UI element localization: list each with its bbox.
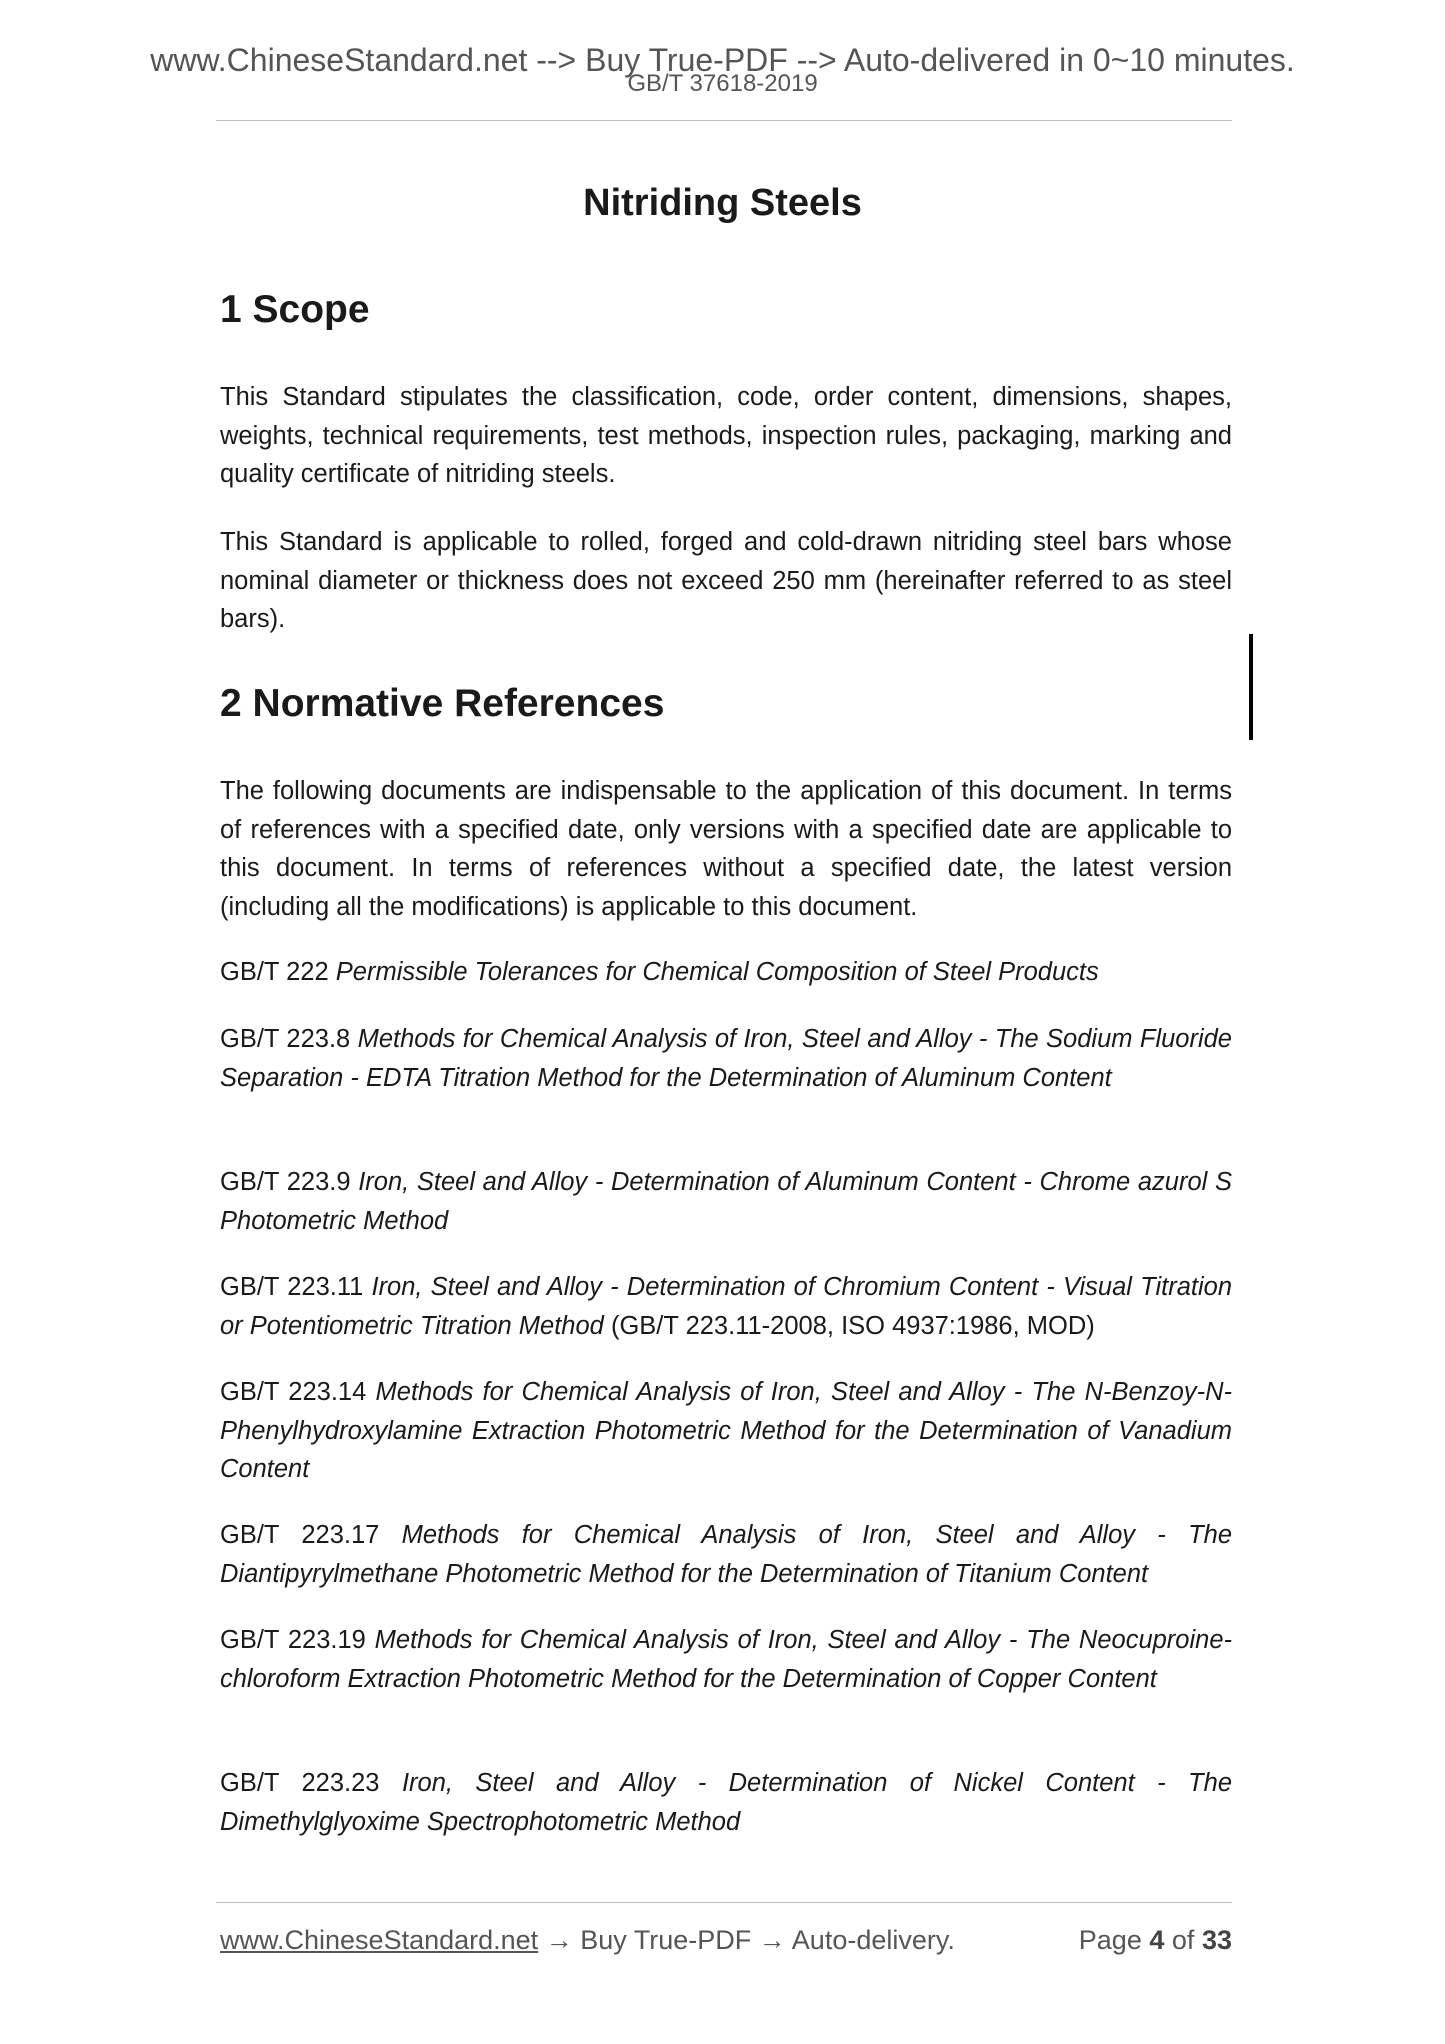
section-heading-scope: 1 Scope (220, 288, 370, 331)
reference-item (220, 1020, 1232, 1097)
reference-title: Iron, Steel and Alloy - Determination of Nickel Content - The Dimethylglyoxime Spectrophotometric Method (220, 1769, 1233, 1836)
reference-code: GB/T 223.14 (220, 1378, 367, 1406)
footer-divider (216, 1902, 1232, 1903)
reference-item (220, 953, 1232, 992)
reference-item (220, 1516, 1232, 1593)
footer-delivery-text: Auto-delivery. (791, 1925, 955, 1955)
reference-code: GB/T 223.11 (220, 1273, 364, 1301)
reference-title: Methods for Chemical Analysis of Iron, Steel and Alloy - The Sodium Fluoride Separation - EDTA Titration Method for the Determination of Aluminum Content (220, 1025, 1232, 1092)
reference-code: GB/T 223.9 (220, 1168, 351, 1196)
reference-item (220, 1373, 1232, 1489)
reference-item (220, 1764, 1232, 1841)
page-total: 33 (1201, 1925, 1232, 1955)
footer-links (220, 1920, 955, 1960)
reference-item (220, 1621, 1232, 1698)
scope-paragraph-2: This Standard is applicable to rolled, forged and cold-drawn nitriding steel bars whose nominal diameter or thickness does not exceed 250 mm (hereinafter referred to as steel bars). (220, 528, 1232, 633)
reference-item (220, 1163, 1232, 1240)
reference-title: Permissible Tolerances for Chemical Composition of Steel Products (335, 958, 1099, 986)
section-heading-normative-references: 2 Normative References (220, 682, 665, 725)
reference-code: GB/T 222 (220, 958, 329, 986)
revision-bar (1249, 634, 1253, 740)
standard-code: GB/T 37618-2019 (627, 70, 818, 97)
arrow-right-icon: → (545, 1925, 573, 1955)
scope-paragraph-1: This Standard stipulates the classification, code, order content, dimensions, shapes, weights, technical requirements, test methods, inspection rules, packaging, marking and quality certificate of nitriding steels. (220, 383, 1232, 488)
reference-code: GB/T 223.17 (220, 1521, 380, 1549)
arrow-right-icon: → (758, 1925, 786, 1955)
banner-text: www.ChineseStandard.net --> Buy True-PDF --> Auto-delivered in 0~10 minutes. (150, 42, 1295, 78)
footer-site-link[interactable]: www.ChineseStandard.net (220, 1925, 539, 1955)
header-divider (216, 120, 1232, 121)
reference-suffix: (GB/T 223.11-2008, ISO 4937:1986, MOD) (610, 1311, 1095, 1340)
reference-code: GB/T 223.23 (220, 1769, 380, 1797)
page-of: of (1171, 1925, 1195, 1955)
references-intro-paragraph: The following documents are indispensable to the application of this document. In terms of references with a specified date, only versions with a specified date are applicable to this document. In terms of references without a specified date, the latest version (including all the modifications) is applicable to this document. (220, 777, 1232, 921)
document-title: Nitriding Steels (583, 182, 862, 224)
reference-title: Methods for Chemical Analysis of Iron, Steel and Alloy - The Neocuproine-chloroform Extraction Photometric Method for the Determination of Copper Content (220, 1626, 1233, 1693)
page-footer (220, 1920, 1232, 1960)
footer-buy-text: Buy True-PDF (580, 1925, 752, 1955)
reference-title: Iron, Steel and Alloy - Determination of Chromium Content - Visual Titration or Potentiometric Titration Method (220, 1273, 1233, 1340)
reference-item (220, 1268, 1232, 1345)
page-number (1079, 1920, 1232, 1960)
reference-code: GB/T 223.8 (220, 1025, 351, 1053)
reference-title: Methods for Chemical Analysis of Iron, Steel and Alloy - The Diantipyrylmethane Photometric Method for the Determination of Titanium Content (220, 1521, 1233, 1588)
page-label: Page (1078, 1925, 1142, 1955)
reference-title: Methods for Chemical Analysis of Iron, Steel and Alloy - The N-Benzoy-N-Phenylhydroxylamine Extraction Photometric Method for the Determination of Vanadium Content (220, 1378, 1233, 1483)
reference-title: Iron, Steel and Alloy - Determination of Aluminum Content - Chrome azurol S Photometric Method (220, 1168, 1232, 1235)
page-current: 4 (1149, 1925, 1165, 1955)
reference-code: GB/T 223.19 (220, 1626, 366, 1654)
